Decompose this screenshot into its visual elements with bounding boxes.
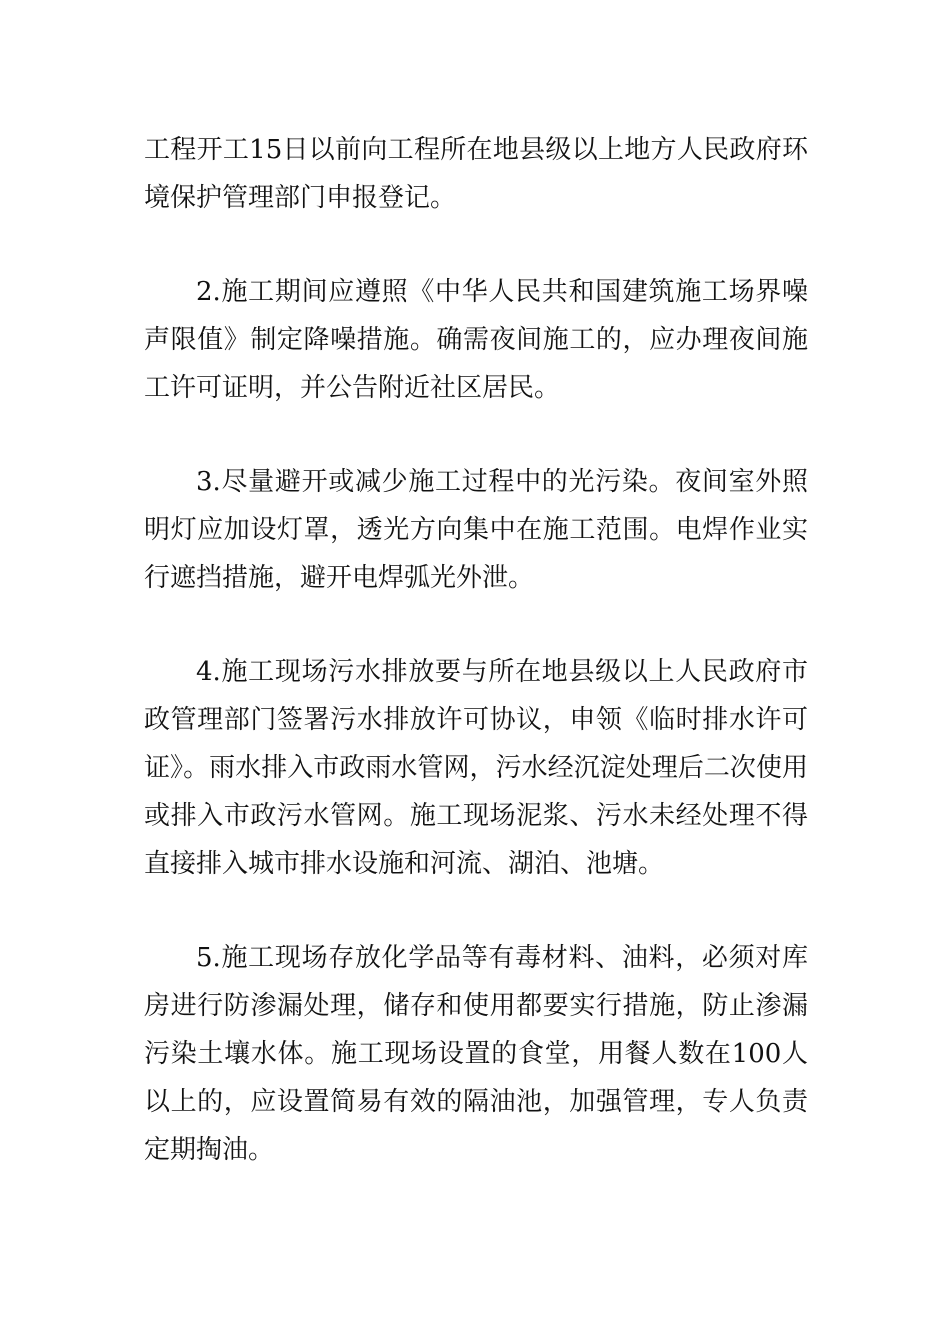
paragraph-item-2: 2.施工期间应遵照《中华人民共和国建筑施工场界噪声限值》制定降噪措施。确需夜间施工的，应办理夜间施工许可证明，并公告附近社区居民。 [144,277,808,403]
document-body [144,126,808,1220]
paragraph-item-5: 5.施工现场存放化学品等有毒材料、油料，必须对库房进行防渗漏处理，储存和使用都要实行措施，防止渗漏污染土壤水体。施工现场设置的食堂，用餐人数在100人以上的，应设置简易有效的隔油池，加强管理，专人负责定期掏油。 [144,943,808,1165]
paragraph-continuation: 工程开工15日以前向工程所在地县级以上地方人民政府环境保护管理部门申报登记。 [144,135,808,213]
paragraph-item-3: 3.尽量避开或减少施工过程中的光污染。夜间室外照明灯应加设灯罩，透光方向集中在施工范围。电焊作业实行遮挡措施，避开电焊弧光外泄。 [144,467,808,593]
paragraph-item-4: 4.施工现场污水排放要与所在地县级以上人民政府市政管理部门签署污水排放许可协议，申领《临时排水许可证》。雨水排入市政雨水管网，污水经沉淀处理后二次使用或排入市政污水管网。施工现场泥浆、污水未经处理不得直接排入城市排水设施和河流、湖泊、池塘。 [144,657,808,879]
